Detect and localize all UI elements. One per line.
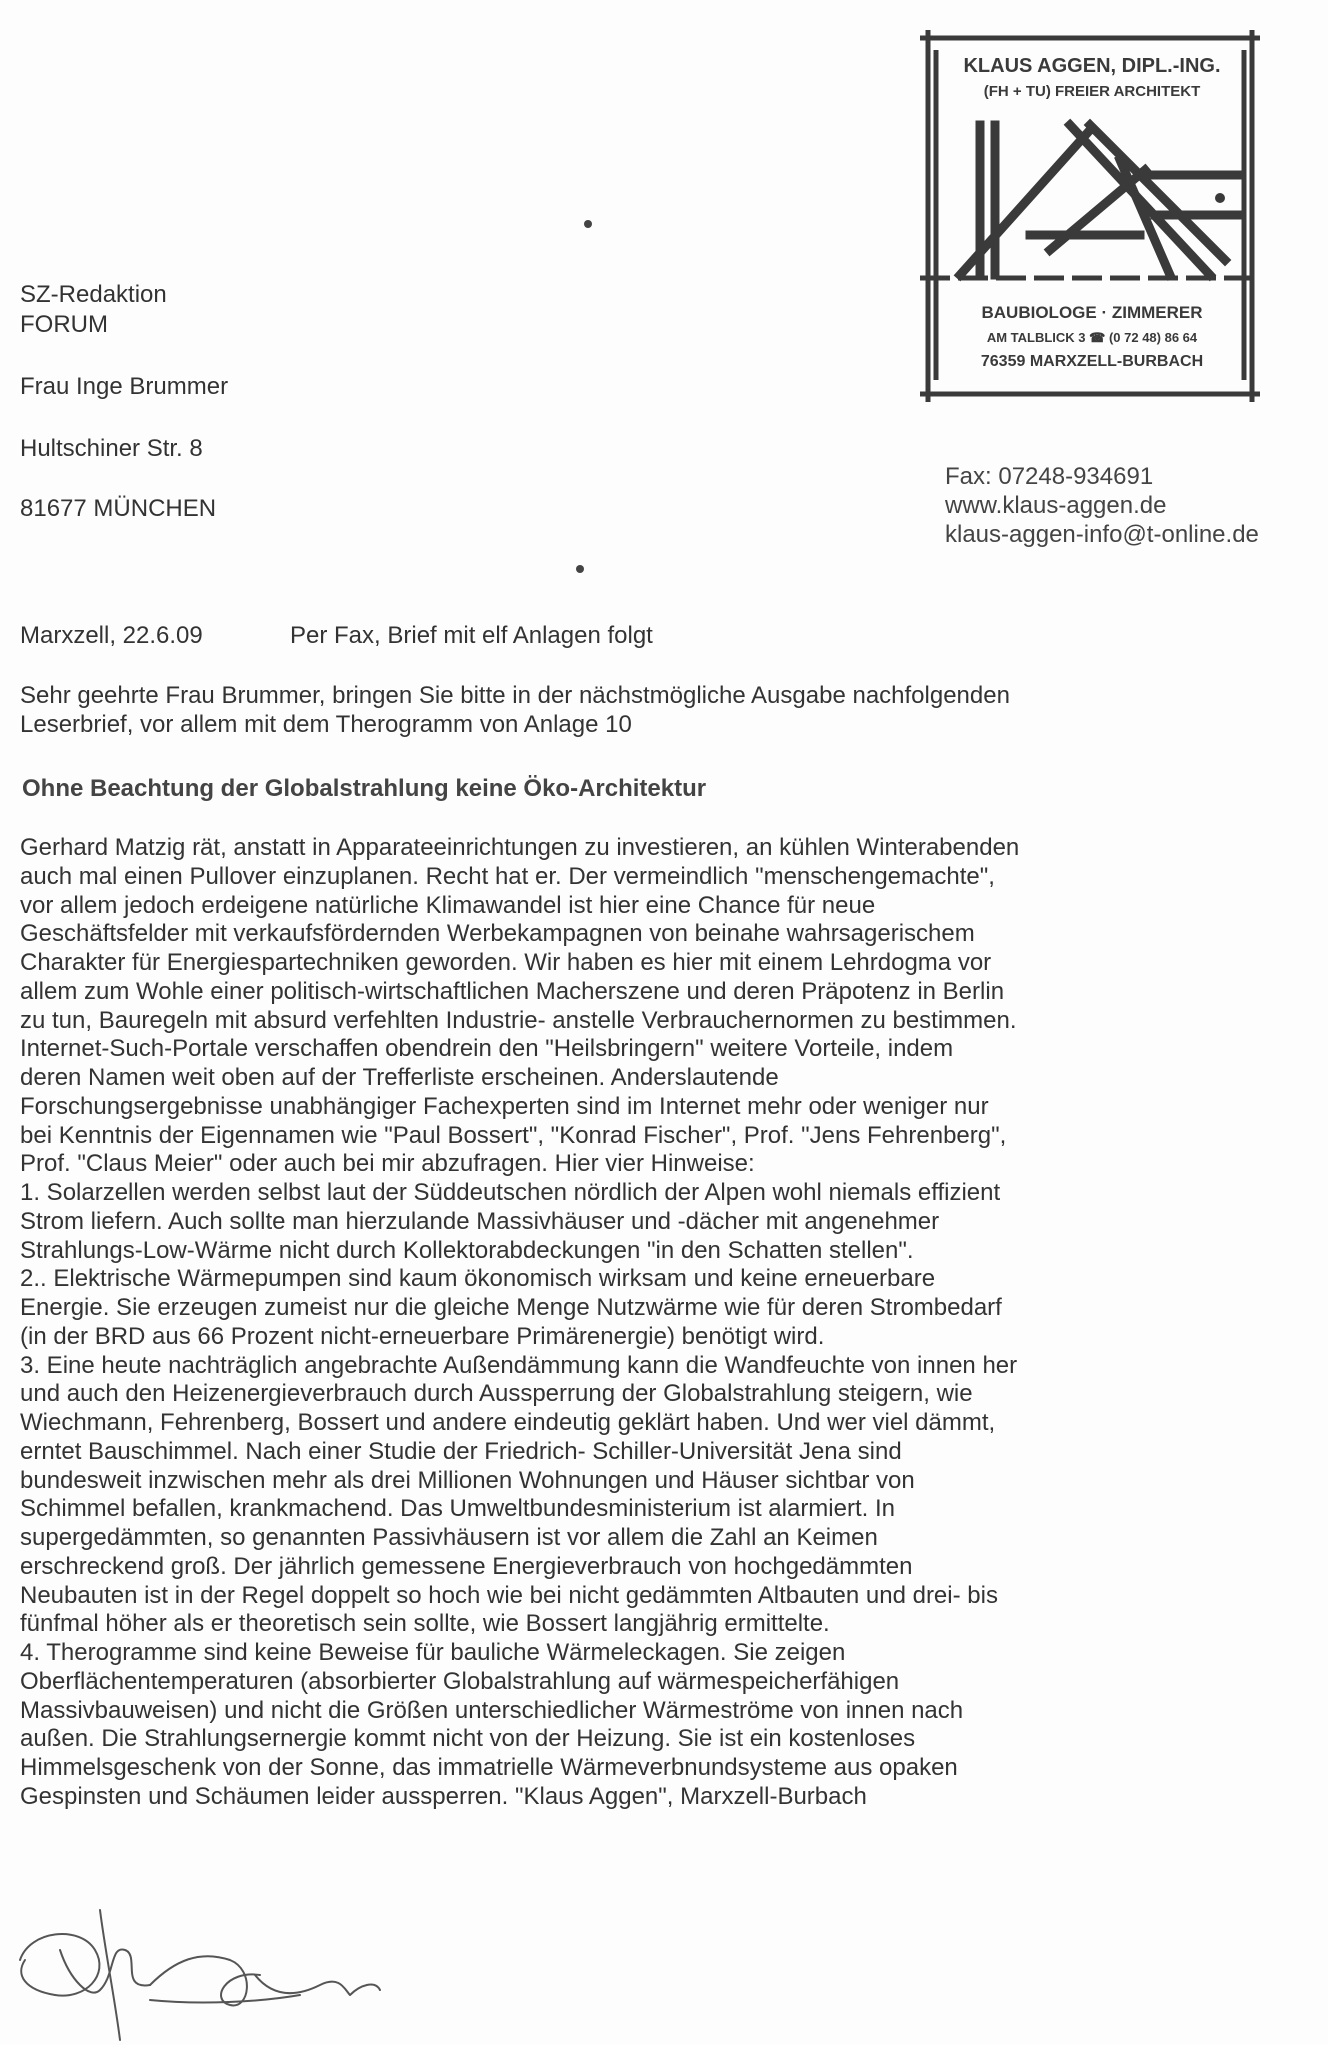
body-line: Gespinsten und Schäumen leider aussperren. "Klaus Aggen", Marxzell-Burbach	[20, 1782, 867, 1810]
body-line: vor allem jedoch erdeigene natürliche Klimawandel ist hier eine Chance für neue	[20, 891, 876, 919]
body-line: Oberflächentemperaturen (absorbierter Globalstrahlung auf wärmespeicherfähigen	[20, 1667, 900, 1695]
body-line: außen. Die Strahlungsernergie kommt nicht von der Heizung. Sie ist ein kostenloses	[20, 1725, 916, 1753]
body-line: und auch den Heizenergieverbrauch durch Aussperrung der Globalstrahlung steigern, wie	[20, 1380, 973, 1408]
body-line: Schimmel befallen, krankmachend. Das Umweltbundesministerium ist alarmiert. In	[20, 1495, 895, 1523]
contact-block	[945, 462, 1259, 549]
punch-mark-dot	[576, 565, 584, 573]
body-line: erschreckend groß. Der jährlich gemessene Energieverbrauch von hochgedämmten	[20, 1552, 913, 1580]
body-line: 1. Solarzellen werden selbst laut der Süddeutschen nördlich der Alpen wohl niemals effizient	[20, 1179, 1001, 1206]
letterhead-trades: BAUBIOLOGE · ZIMMERER	[981, 303, 1203, 322]
handwritten-signature	[0, 1890, 520, 2045]
body-line: allem zum Wohle einer politisch-wirtschaftlichen Macherszene und deren Präpotenz in Berlin	[20, 977, 1005, 1005]
body-line: Wiechmann, Fehrenberg, Bossert und andere eindeutig geklärt haben. Und wer viel dämmt,	[20, 1409, 996, 1436]
body-line: Forschungsergebnisse unabhängiger Fachexperten sind im Internet mehr oder weniger nur	[20, 1092, 989, 1120]
recipient-line-2: FORUM	[20, 311, 108, 338]
recipient-line-4: Hultschiner Str. 8	[20, 435, 203, 462]
body-line: fünfmal höher als er theoretisch sein sollte, wie Bossert langjährig ermittelte.	[20, 1610, 830, 1638]
intro-line-1: Sehr geehrte Frau Brummer, bringen Sie bitte in der nächstmögliche Ausgabe nachfolgenden	[20, 682, 1010, 709]
body-line: auch mal einen Pullover einzuplanen. Recht hat er. Der vermeindlich "menschengemachte",	[20, 862, 995, 890]
recipient-line-3: Frau Inge Brummer	[20, 373, 229, 400]
punch-mark-dot	[584, 220, 592, 228]
body-line: Himmelsgeschenk von der Sonne, das immatrielle Wärmeverbnundsysteme aus opaken	[20, 1754, 958, 1781]
body-line: 3. Eine heute nachträglich angebrachte Außendämmung kann die Wandfeuchte von innen her	[20, 1351, 1018, 1379]
letter-date: Marxzell, 22.6.09	[20, 622, 203, 649]
body-line: deren Namen weit oben auf der Trefferliste erscheinen. Anderslautende	[20, 1064, 779, 1091]
dateline	[20, 622, 653, 650]
body-line: zu tun, Bauregeln mit absurd verfehlten Industrie- anstelle Verbrauchernormen zu bestimmen.	[20, 1006, 1017, 1034]
body-line: Charakter für Energiespartechniken geworden. Wir haben es hier mit einem Lehrdogma vor	[20, 949, 992, 976]
body-line: Prof. "Claus Meier" oder auch bei mir abzufragen. Hier vier Hinweise:	[20, 1150, 755, 1178]
letterhead-name: KLAUS AGGEN, DIPL.-ING.	[963, 55, 1221, 77]
email-link[interactable]: klaus-aggen-info@t-online.de	[945, 521, 1259, 548]
letterhead-street: AM TALBLICK 3 ☎ (0 72 48) 86 64	[986, 330, 1198, 345]
body-line: Energie. Sie erzeugen zumeist nur die gleiche Menge Nutzwärme wie für deren Strombedarf	[20, 1294, 1002, 1321]
intro-line-2: Leserbrief, vor allem mit dem Therogramm von Anlage 10	[20, 711, 632, 738]
body-line: 2.. Elektrische Wärmepumpen sind kaum ökonomisch wirksam und keine erneuerbare	[20, 1265, 936, 1293]
body-line: bundesweit inzwischen mehr als drei Millionen Wohnungen und Häuser sichtbar von	[20, 1466, 915, 1494]
body-line: Gerhard Matzig rät, anstatt in Apparateeinrichtungen zu investieren, an kühlen Winterabenden	[20, 834, 1020, 861]
body-line: Internet-Such-Portale verschaffen obendrein den "Heilsbringern" weitere Vorteile, indem	[20, 1035, 954, 1063]
body-line: 4. Therogramme sind keine Beweise für bauliche Wärmeleckagen. Sie zeigen	[20, 1639, 846, 1666]
fax-number: Fax: 07248-934691	[945, 463, 1154, 490]
recipient-line-5: 81677 MÜNCHEN	[20, 495, 217, 522]
body-line: Strom liefern. Auch sollte man hierzulande Massivhäuser und -dächer mit angenehmer	[20, 1207, 940, 1235]
website-link[interactable]: www.klaus-aggen.de	[945, 492, 1167, 519]
body-line: (in der BRD aus 66 Prozent nicht-erneuerbare Primärenergie) benötigt wird.	[20, 1322, 825, 1350]
architect-stamp-logo	[920, 30, 1260, 402]
body-line: bei Kenntnis der Eigennamen wie "Paul Bossert", "Konrad Fischer", Prof. "Jens Fehrenberg",	[20, 1121, 1007, 1149]
body-line: erntet Bauschimmel. Nach einer Studie der Friedrich- Schiller-Universität Jena sind	[20, 1437, 902, 1465]
body-line: Geschäftsfelder mit verkaufsfördernden Werbekampagnen von beinahe wahrsagerischem	[20, 920, 975, 948]
recipient-line-1: SZ-Redaktion	[20, 281, 167, 308]
body-line: Strahlungs-Low-Wärme nicht durch Kollektorabdeckungen "in den Schatten stellen".	[20, 1236, 914, 1264]
letter-body	[20, 834, 1250, 1812]
letterhead-title: (FH + TU) FREIER ARCHITEKT	[983, 83, 1201, 100]
letter-headline: Ohne Beachtung der Globalstrahlung keine Öko-Architektur	[22, 775, 707, 802]
intro-paragraph	[20, 681, 1200, 739]
letterhead-city: 76359 MARXZELL-BURBACH	[980, 353, 1204, 370]
body-line: Massivbauweisen) und nicht die Größen unterschiedlicher Wärmeströme von innen nach	[20, 1696, 964, 1724]
delivery-note: Per Fax, Brief mit elf Anlagen folgt	[290, 622, 653, 649]
body-line: supergedämmten, so genannten Passivhäusern ist vor allem die Zahl an Keimen	[20, 1524, 878, 1551]
body-line: Neubauten ist in der Regel doppelt so hoch wie bei nicht gedämmten Altbauten und drei- bis	[20, 1581, 998, 1609]
